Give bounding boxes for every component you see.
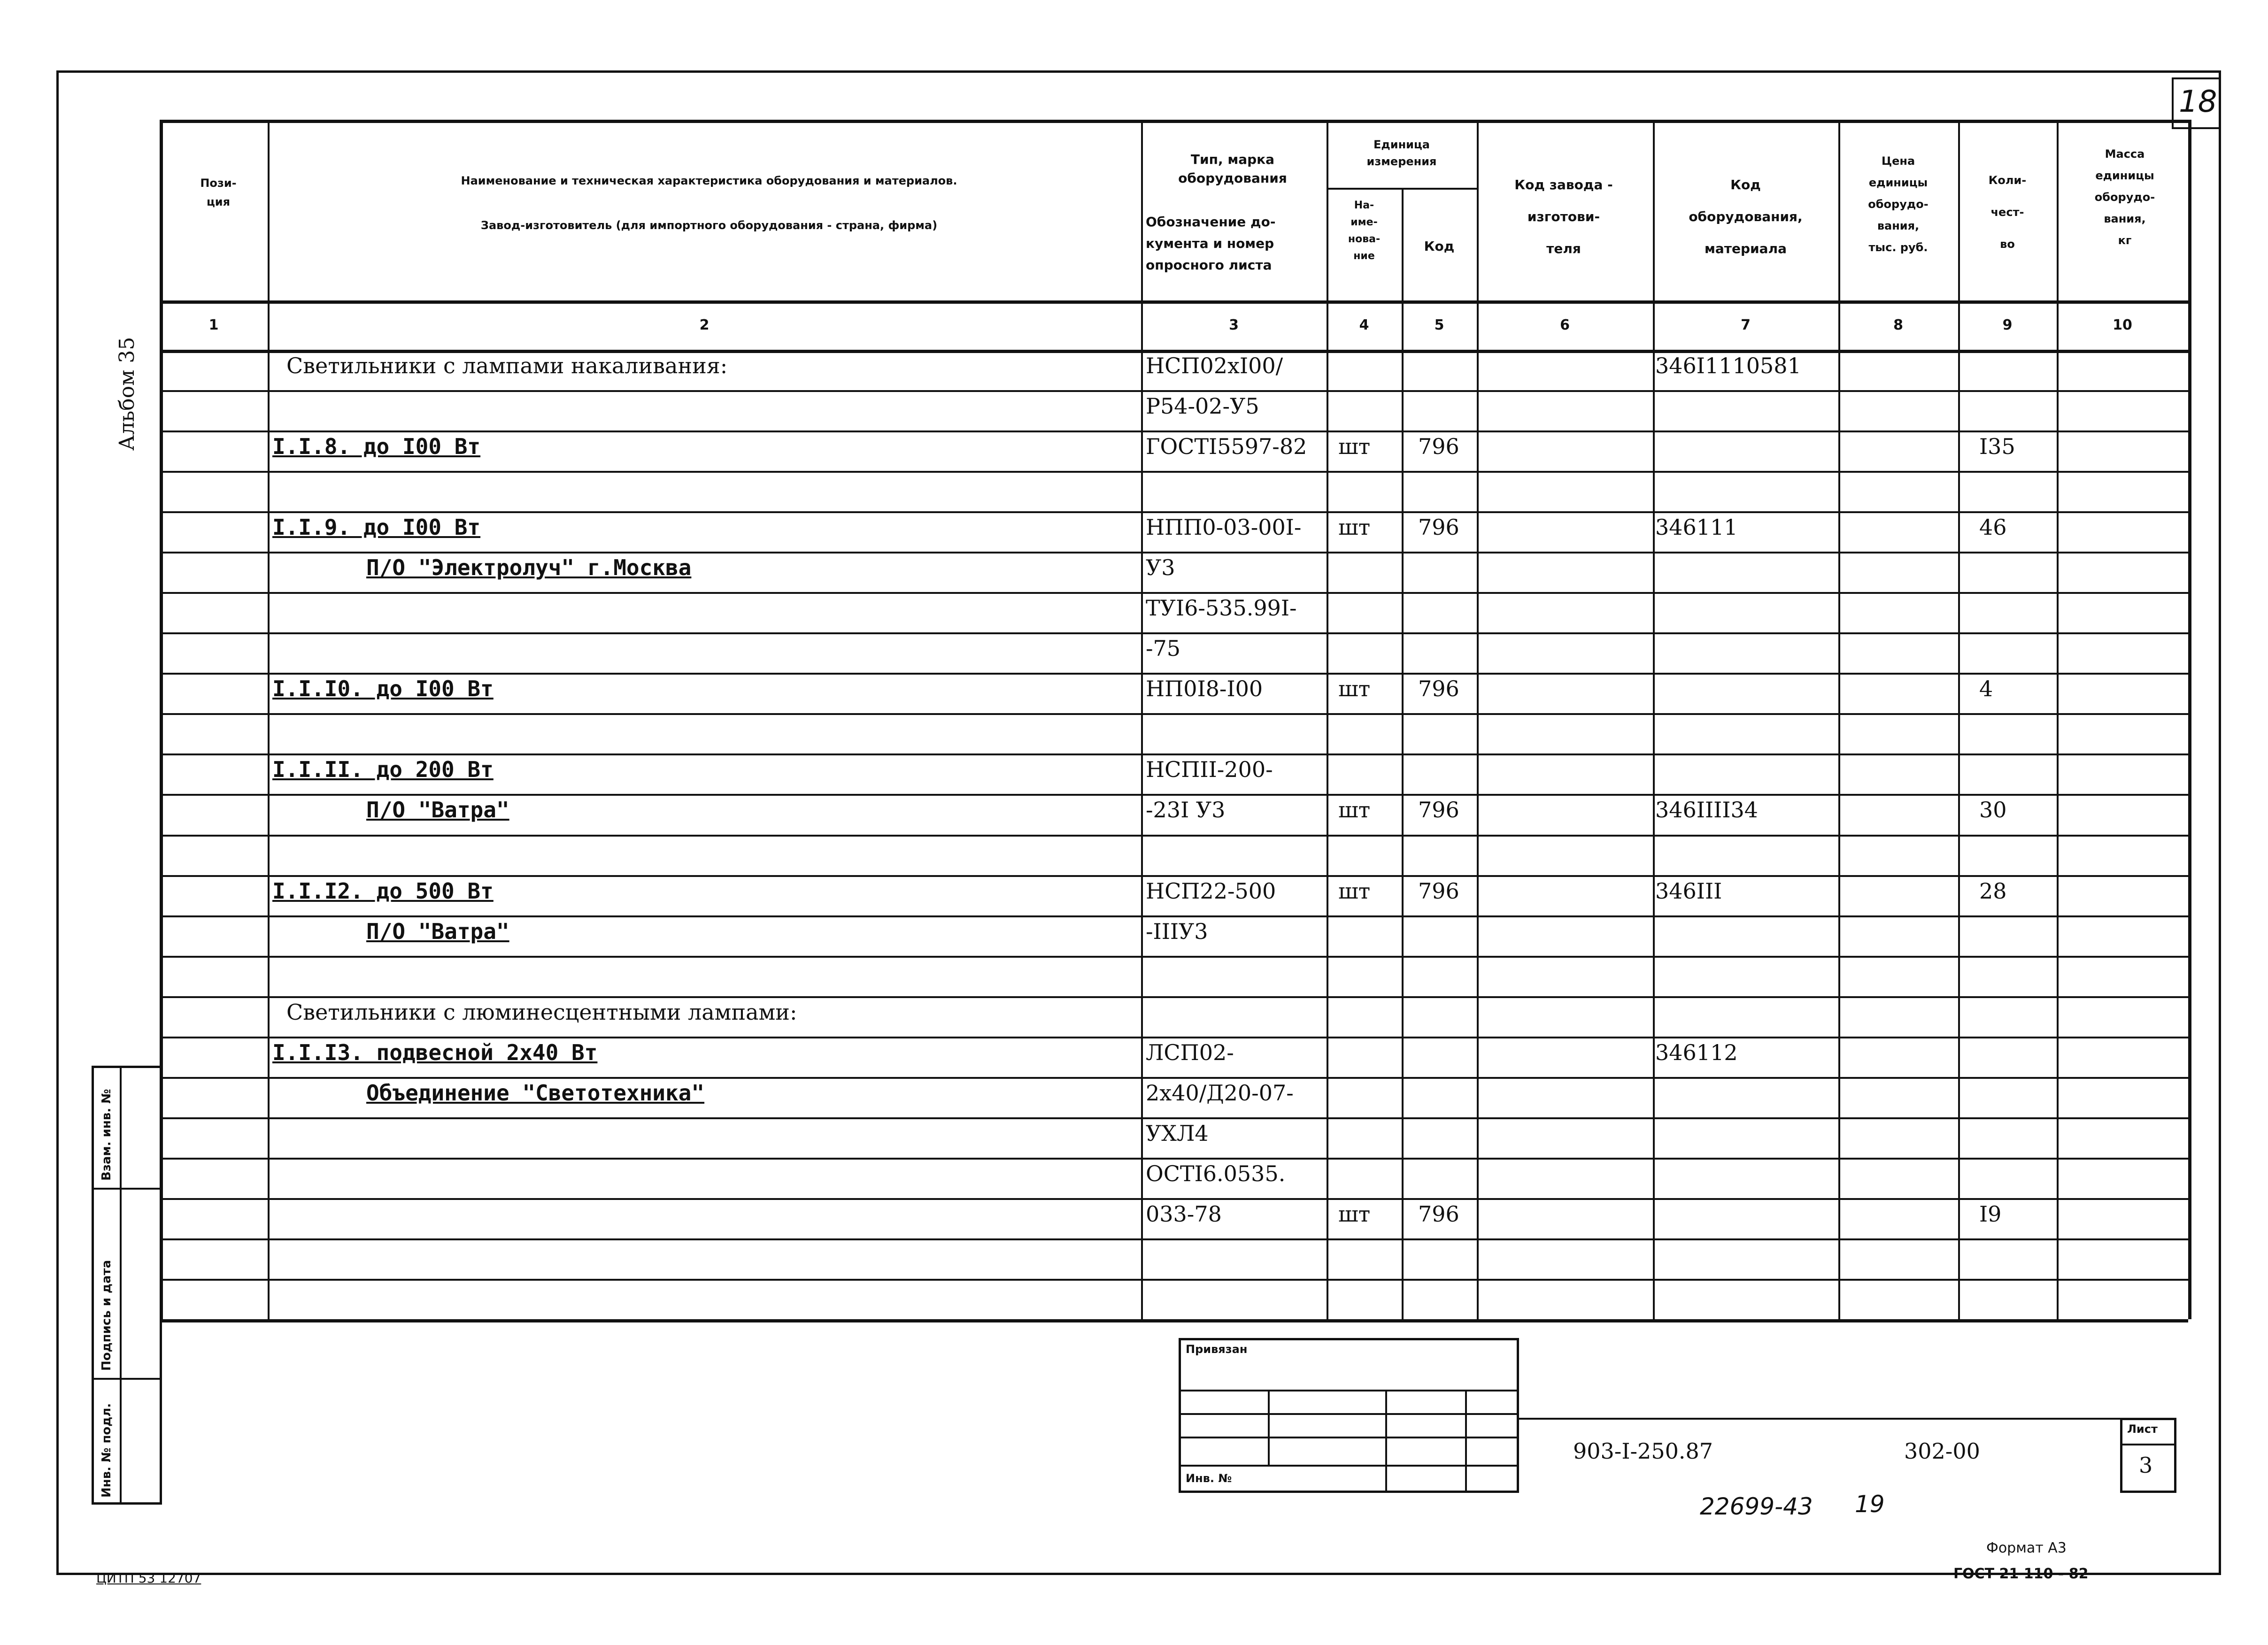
item-unit: шт	[1338, 878, 1371, 904]
item-type: НПП0-03-00I-	[1146, 515, 1302, 540]
row-divider	[160, 592, 2188, 594]
item-type: Р54-02-У5	[1146, 393, 1259, 419]
item-type: НСП22-500	[1146, 878, 1276, 904]
item-quantity: 46	[1979, 515, 2007, 540]
item-unit-code: 796	[1418, 797, 1459, 823]
privyazan-label: Привязан	[1186, 1343, 1248, 1356]
item-name: П/О "Ватра"	[366, 918, 509, 944]
column-number: 4	[1359, 317, 1369, 333]
column-border	[268, 120, 270, 1319]
header-bottom-border	[160, 300, 2188, 304]
item-unit-code: 796	[1418, 1201, 1459, 1227]
column-number: 6	[1560, 317, 1570, 333]
item-unit-code: 796	[1418, 676, 1459, 702]
item-type: НП0I8-I00	[1146, 676, 1263, 702]
item-type: ОСТI6.0535.	[1146, 1161, 1286, 1186]
privyazan-line-2	[1179, 1413, 1519, 1415]
row-divider	[160, 1279, 2188, 1281]
header-mass: Масса единицы оборудо- вания, кг	[2094, 147, 2155, 247]
column-border	[1327, 120, 1328, 1319]
item-type: УХЛ4	[1146, 1120, 1209, 1146]
header-unit-name: На- име- нова- ние	[1348, 200, 1381, 262]
header-position: Пози- ция	[200, 177, 237, 208]
item-type: ЛСП02-	[1146, 1039, 1234, 1065]
column-border	[2057, 120, 2059, 1319]
item-name: Светильники с люминесцентными лампами:	[286, 999, 797, 1025]
item-type: У3	[1146, 555, 1175, 581]
privyazan-line-4	[1179, 1465, 1519, 1467]
album-label: Альбом 35	[115, 337, 139, 451]
item-type: ТУI6-535.99I-	[1146, 595, 1297, 621]
row-divider	[160, 430, 2188, 432]
handwritten-page: 19	[1855, 1491, 1885, 1518]
sheet-number: 3	[2139, 1453, 2153, 1478]
item-type: ГОСТI5597-82	[1146, 434, 1307, 460]
item-quantity: I9	[1979, 1201, 2002, 1227]
row-divider	[160, 794, 2188, 796]
privyazan-line-3	[1179, 1437, 1519, 1438]
privyazan-col-3	[1465, 1390, 1467, 1493]
header-unit-group: Единица измерения	[1366, 138, 1437, 168]
item-unit-code: 796	[1418, 515, 1459, 540]
column-number: 5	[1434, 317, 1444, 333]
row-divider	[160, 956, 2188, 958]
column-border	[1838, 120, 1840, 1319]
doc-section: 302-00	[1904, 1438, 1980, 1464]
header-material-code: Код оборудования, материала	[1689, 177, 1803, 256]
item-name: П/О "Электролуч" г.Москва	[366, 555, 692, 581]
row-divider	[160, 1158, 2188, 1160]
row-divider	[160, 835, 2188, 837]
item-type: НСП02хI00/	[1146, 353, 1283, 378]
numbers-bottom-border	[160, 350, 2188, 353]
item-type: -75	[1146, 636, 1181, 661]
column-border	[1141, 120, 1143, 1319]
header-name: Наименование и техническая характеристика оборудования и материалов.	[461, 174, 957, 187]
item-material-code: 346III	[1655, 878, 1722, 904]
side-stamp-divider-2	[92, 1378, 162, 1380]
privyazan-col-2	[1385, 1390, 1387, 1493]
row-divider	[160, 511, 2188, 513]
item-unit: шт	[1338, 676, 1371, 702]
item-name: I.I.I2. до 500 Вт	[272, 878, 494, 904]
column-number: 10	[2113, 317, 2132, 333]
item-quantity: I35	[1979, 434, 2015, 460]
row-divider	[160, 1077, 2188, 1079]
header-type: Тип, марка оборудования	[1178, 152, 1287, 186]
privyazan-col-1	[1268, 1390, 1270, 1465]
row-divider	[160, 1238, 2188, 1240]
item-unit-code: 796	[1418, 878, 1459, 904]
inv-no-label: Инв. №	[1186, 1472, 1232, 1485]
privyazan-box	[1179, 1338, 1519, 1493]
header-quantity: Коли- чест- во	[1988, 174, 2027, 251]
item-name: I.I.I3. подвесной 2х40 Вт	[272, 1039, 598, 1065]
side-podpis: Подпись и дата	[100, 1260, 114, 1371]
gost-label: ГОСТ 21 110 - 82	[1953, 1566, 2089, 1582]
column-number: 1	[208, 317, 219, 333]
row-divider	[160, 1198, 2188, 1200]
column-number: 2	[699, 317, 710, 333]
item-name: I.I.II. до 200 Вт	[272, 757, 494, 783]
header-price: Цена единицы оборудо- вания, тыс. руб.	[1868, 154, 1929, 254]
header-unit-code: Код	[1424, 238, 1455, 254]
stamp-label: ЦИТП 53 12707	[96, 1570, 201, 1586]
item-type: 2х40/Д20-07-	[1146, 1080, 1294, 1106]
column-number: 3	[1229, 317, 1239, 333]
item-material-code: 346I1110581	[1655, 353, 1801, 378]
item-material-code: 346112	[1655, 1039, 1738, 1065]
item-name: I.I.8. до I00 Вт	[272, 434, 481, 460]
handwritten-number: 22699-43	[1700, 1493, 1813, 1520]
item-unit: шт	[1338, 1201, 1371, 1227]
item-type: -IIIУ3	[1146, 918, 1208, 944]
row-divider	[160, 1117, 2188, 1119]
row-divider	[160, 673, 2188, 675]
row-divider	[160, 875, 2188, 877]
row-divider	[160, 1037, 2188, 1038]
row-divider	[160, 552, 2188, 553]
row-divider	[160, 713, 2188, 715]
header-document: Обозначение до- кумента и номер опросного листа	[1146, 214, 1276, 273]
header-factory-code: Код завода - изготови- теля	[1514, 177, 1613, 256]
column-border	[1958, 120, 1960, 1319]
row-divider	[160, 753, 2188, 755]
table-bottom-border	[160, 1319, 2188, 1322]
table-top-border	[160, 120, 2188, 123]
item-name: Светильники с лампами накаливания:	[286, 353, 728, 378]
sheet-number-divider	[2120, 1444, 2176, 1445]
title-block-top	[1519, 1418, 2176, 1420]
item-unit: шт	[1338, 434, 1371, 460]
column-border	[2188, 120, 2191, 1319]
item-unit: шт	[1338, 797, 1371, 823]
doc-code: 903-I-250.87	[1573, 1438, 1713, 1464]
side-inv-podl: Инв. № подл.	[100, 1403, 114, 1498]
item-material-code: 346111	[1655, 515, 1738, 540]
sheet-label: Лист	[2127, 1422, 2158, 1436]
row-divider	[160, 632, 2188, 634]
corner-number: 18	[2179, 85, 2217, 119]
column-border	[1653, 120, 1655, 1319]
column-number: 7	[1741, 317, 1751, 333]
item-unit: шт	[1338, 515, 1371, 540]
row-divider	[160, 996, 2188, 998]
item-name: Объединение "Светотехника"	[366, 1080, 705, 1106]
side-vzam-inv: Взам. инв. №	[100, 1089, 114, 1181]
item-name: I.I.I0. до I00 Вт	[272, 676, 494, 702]
side-stamp-divider-1	[92, 1188, 162, 1190]
side-stamp-inner-line	[120, 1066, 122, 1505]
item-unit-code: 796	[1418, 434, 1459, 460]
row-divider	[160, 390, 2188, 392]
column-number: 8	[1893, 317, 1903, 333]
header-manufacturer: Завод-изготовитель (для импортного оборудования - страна, фирма)	[480, 219, 938, 232]
item-name: П/О "Ватра"	[366, 797, 509, 823]
item-type: 033-78	[1146, 1201, 1222, 1227]
column-border	[1477, 120, 1479, 1319]
column-number: 9	[2002, 317, 2013, 333]
outer-frame	[56, 70, 2221, 1575]
row-divider	[160, 471, 2188, 473]
item-quantity: 30	[1979, 797, 2007, 823]
row-divider	[160, 915, 2188, 917]
item-name: I.I.9. до I00 Вт	[272, 515, 481, 540]
item-quantity: 4	[1979, 676, 1993, 702]
item-quantity: 28	[1979, 878, 2007, 904]
item-type: НСПII-200-	[1146, 757, 1273, 783]
privyazan-line-1	[1179, 1390, 1519, 1391]
format-label: Формат А3	[1986, 1540, 2067, 1556]
item-type: -23I У3	[1146, 797, 1226, 823]
item-material-code: 346IIII34	[1655, 797, 1759, 823]
